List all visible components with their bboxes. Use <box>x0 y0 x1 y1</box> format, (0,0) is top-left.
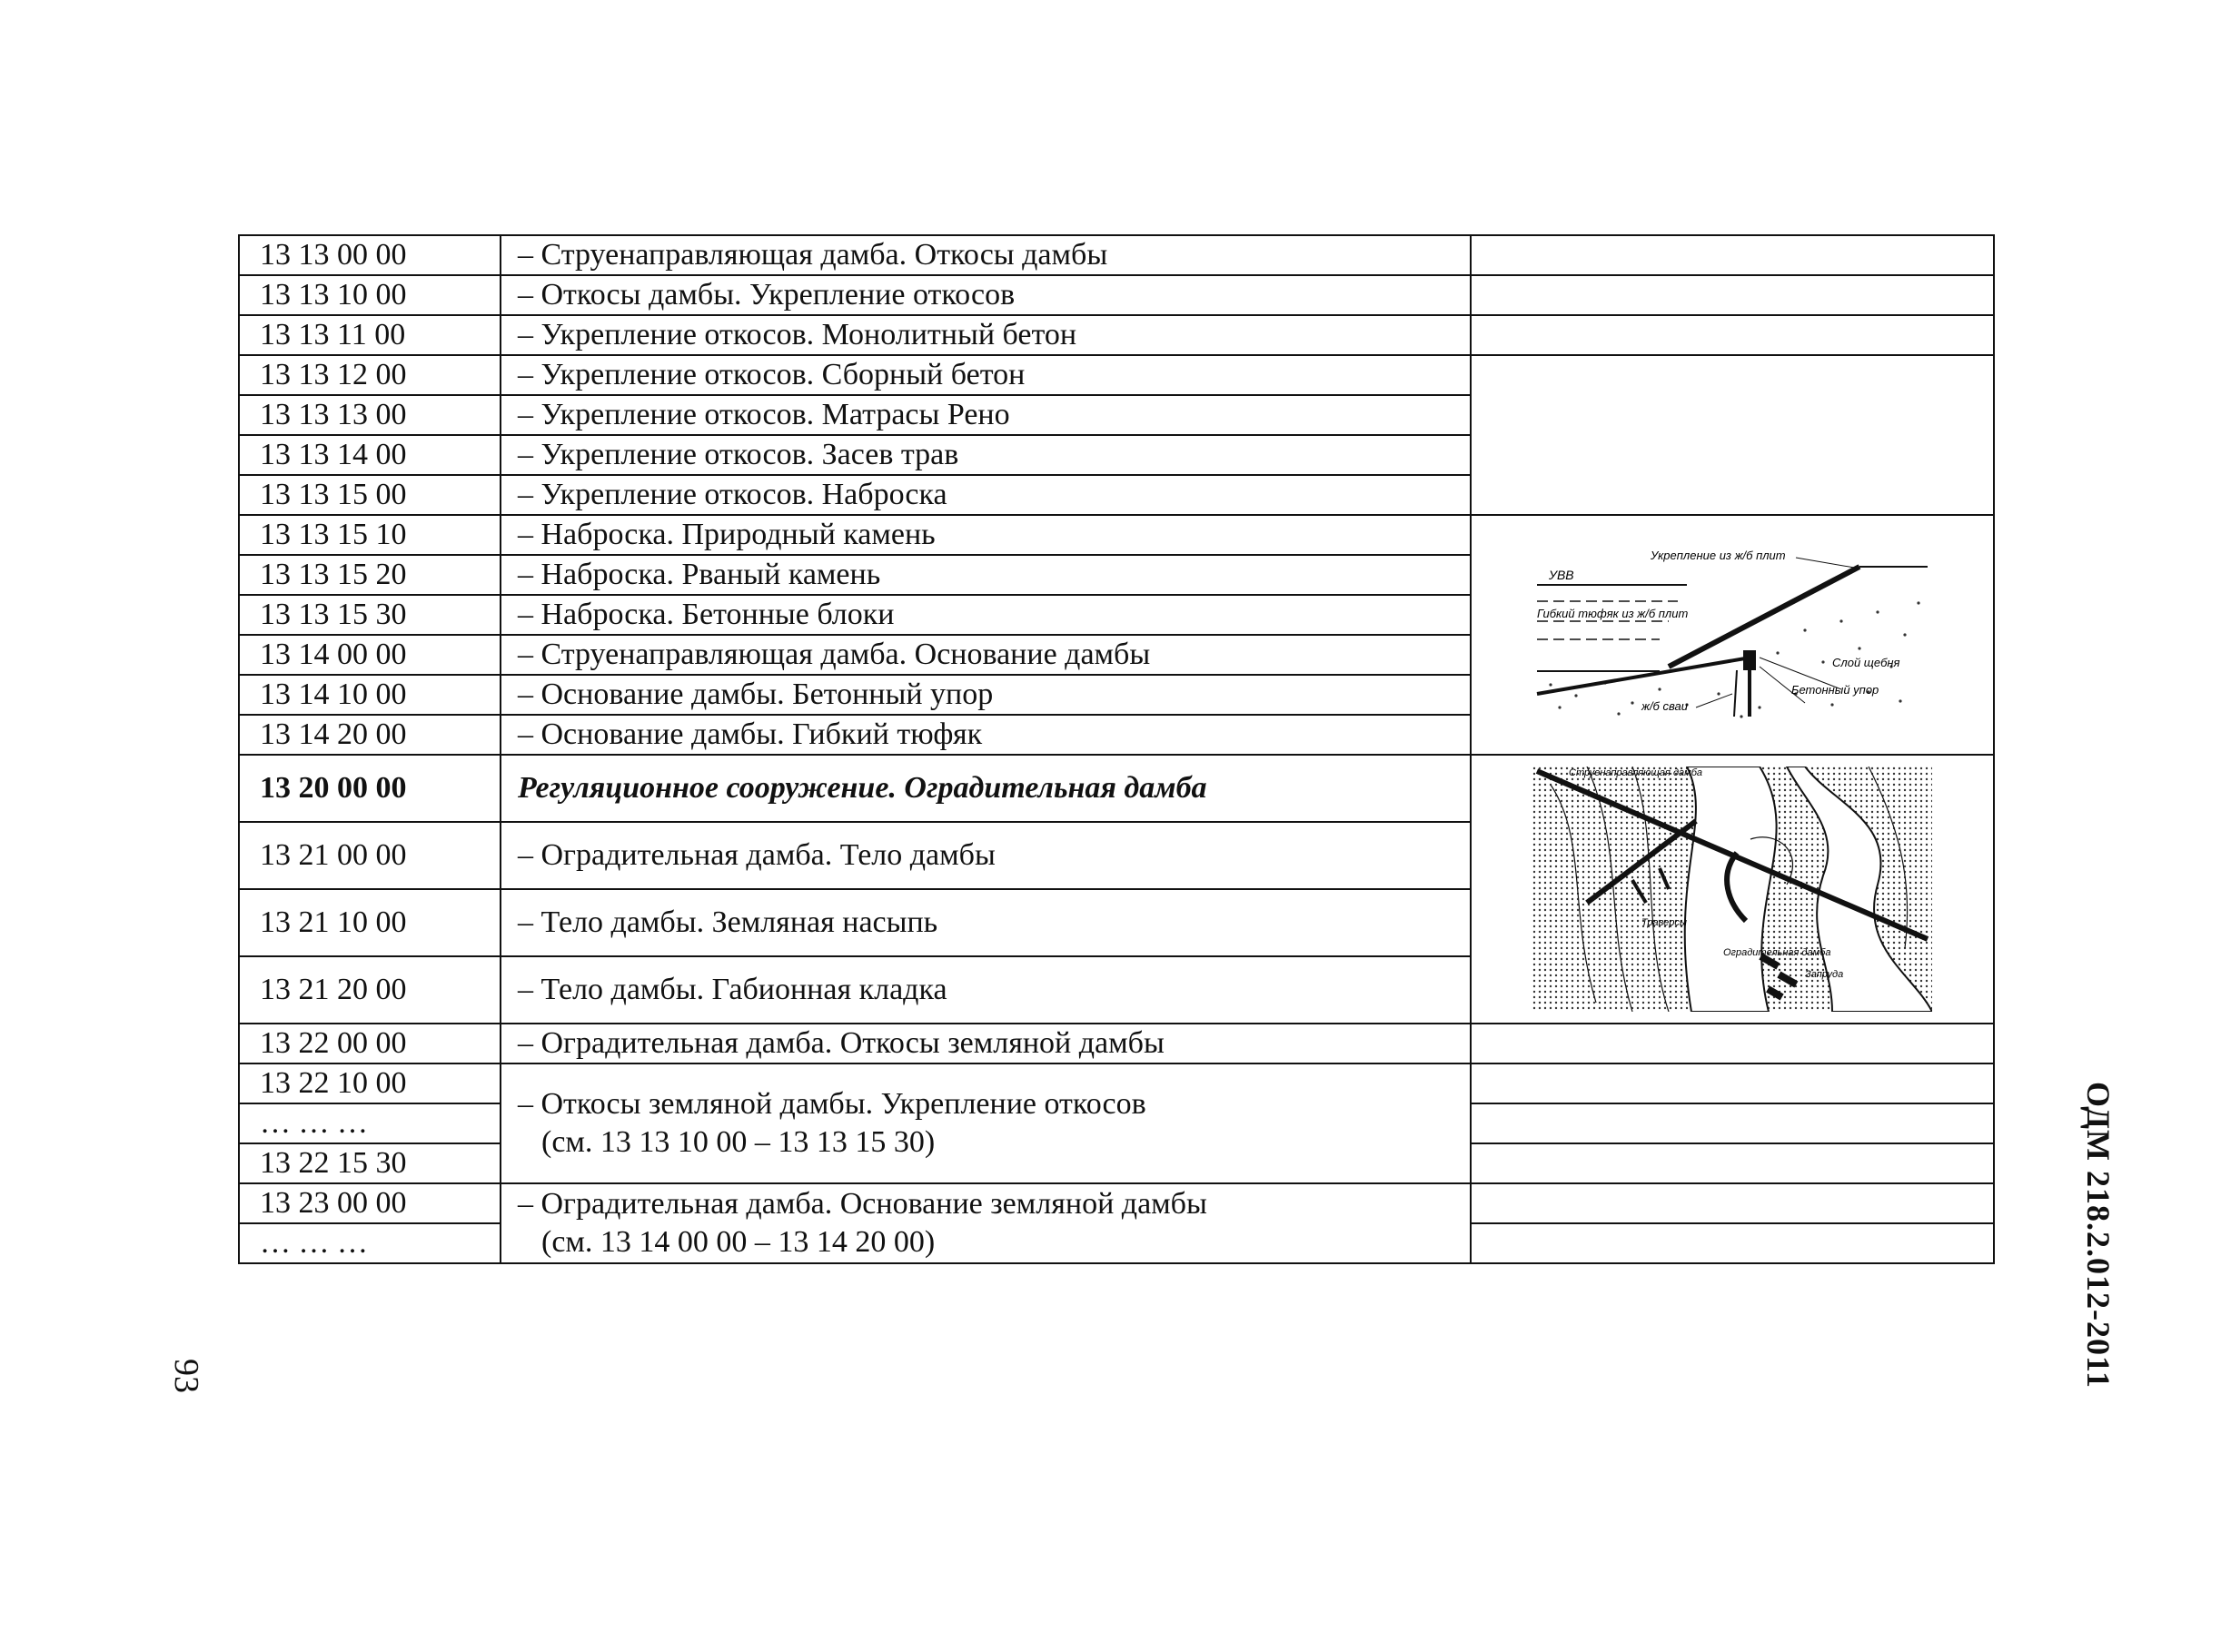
section-heading-cell: Регуляционное сооружение. Оградительная дамба <box>501 755 1471 822</box>
empty-cell <box>1471 1223 1994 1263</box>
description-line: – Откосы земляной дамбы. Укрепление откосов <box>518 1086 1146 1121</box>
code-cell: 13 21 00 00 <box>239 822 501 889</box>
empty-cell <box>1471 275 1994 315</box>
dam-slope-cross-section-figure <box>1532 549 1932 721</box>
description-cell: – Основание дамбы. Гибкий тюфяк <box>501 715 1471 755</box>
empty-cell <box>1471 1063 1994 1103</box>
empty-cell <box>1471 315 1994 355</box>
code-cell: 13 13 13 00 <box>239 395 501 435</box>
description-cell: – Струенаправляющая дамба. Откосы дамбы <box>501 235 1471 275</box>
code-cell: 13 13 15 10 <box>239 515 501 555</box>
page-number: 93 <box>167 1359 205 1393</box>
code-cell: 13 14 20 00 <box>239 715 501 755</box>
code-cell: 13 13 10 00 <box>239 275 501 315</box>
code-cell: 13 21 10 00 <box>239 889 501 956</box>
description-cell: – Укрепление откосов. Засев трав <box>501 435 1471 475</box>
figure-cell <box>1471 755 1994 1024</box>
code-cell: 13 22 10 00 <box>239 1063 501 1103</box>
empty-cell <box>1471 235 1994 275</box>
description-cell: – Откосы дамбы. Укрепление откосов <box>501 275 1471 315</box>
figure-label: Гибкий тюфяк из ж/б плит <box>1537 607 1689 620</box>
description-cell: – Укрепление откосов. Монолитный бетон <box>501 315 1471 355</box>
code-cell: 13 13 00 00 <box>239 235 501 275</box>
description-cell: – Наброска. Бетонные блоки <box>501 595 1471 635</box>
empty-cell <box>1471 1143 1994 1183</box>
code-cell: 13 20 00 00 <box>239 755 501 822</box>
code-cell: 13 22 15 30 <box>239 1143 501 1183</box>
figure-cell <box>1471 515 1994 755</box>
table-row <box>239 1024 1994 1063</box>
table-row <box>239 1063 1994 1103</box>
code-cell: 13 14 00 00 <box>239 635 501 675</box>
code-cell: 13 13 12 00 <box>239 355 501 395</box>
table-row <box>239 235 1994 275</box>
description-cell: – Тело дамбы. Земляная насыпь <box>501 889 1471 956</box>
table-row <box>239 515 1994 555</box>
document-code: ОДМ 218.2.012-2011 <box>2080 1082 2117 1389</box>
code-cell: 13 21 20 00 <box>239 956 501 1024</box>
empty-cell <box>1471 1103 1994 1143</box>
classification-table <box>238 234 1995 1264</box>
description-cell: – Основание дамбы. Бетонный упор <box>501 675 1471 715</box>
protective-dam-plan-figure <box>1532 767 1932 1012</box>
description-line: – Оградительная дамба. Основание земляной дамбы <box>518 1186 1207 1221</box>
figure-label: Струенаправляющая дамба <box>1569 767 1702 778</box>
description-cell: – Струенаправляющая дамба. Основание дамбы <box>501 635 1471 675</box>
empty-cell <box>1471 355 1994 515</box>
code-cell: 13 13 15 30 <box>239 595 501 635</box>
figure-label: Оградительная дамба <box>1723 947 1831 958</box>
table-row <box>239 755 1994 822</box>
code-cell: 13 13 15 20 <box>239 555 501 595</box>
figure-label: УВВ <box>1549 568 1574 582</box>
description-cell: – Укрепление откосов. Матрасы Рено <box>501 395 1471 435</box>
description-cell: – Укрепление откосов. Сборный бетон <box>501 355 1471 395</box>
figure-label: ж/б сваи <box>1641 699 1688 713</box>
code-cell: … … … <box>239 1103 501 1143</box>
figure-label: Укрепление из ж/б плит <box>1651 549 1786 562</box>
code-cell: … … … <box>239 1223 501 1263</box>
figure-label: Слой щебня <box>1832 656 1900 669</box>
description-cell: – Наброска. Рваный камень <box>501 555 1471 595</box>
empty-cell <box>1471 1024 1994 1063</box>
table-row <box>239 315 1994 355</box>
description-cell <box>501 1183 1471 1263</box>
figure-label: Траверсы <box>1641 917 1687 928</box>
description-cell: – Наброска. Природный камень <box>501 515 1471 555</box>
empty-cell <box>1471 1183 1994 1223</box>
code-cell: 13 23 00 00 <box>239 1183 501 1223</box>
table-row <box>239 275 1994 315</box>
code-cell: 13 14 10 00 <box>239 675 501 715</box>
description-cell: – Тело дамбы. Габионная кладка <box>501 956 1471 1024</box>
code-cell: 13 13 15 00 <box>239 475 501 515</box>
code-cell: 13 13 11 00 <box>239 315 501 355</box>
code-cell: 13 13 14 00 <box>239 435 501 475</box>
table-row <box>239 355 1994 395</box>
figure-label: Запруда <box>1805 969 1844 980</box>
description-cell <box>501 1063 1471 1183</box>
description-cell: – Укрепление откосов. Наброска <box>501 475 1471 515</box>
code-cell: 13 22 00 00 <box>239 1024 501 1063</box>
table-row <box>239 1183 1994 1223</box>
figure-label: Бетонный упор <box>1791 683 1879 697</box>
description-reference: (см. 13 14 00 00 – 13 14 20 00) <box>541 1225 936 1259</box>
description-cell: – Оградительная дамба. Тело дамбы <box>501 822 1471 889</box>
description-reference: (см. 13 13 10 00 – 13 13 15 30) <box>541 1125 936 1159</box>
description-cell: – Оградительная дамба. Откосы земляной дамбы <box>501 1024 1471 1063</box>
